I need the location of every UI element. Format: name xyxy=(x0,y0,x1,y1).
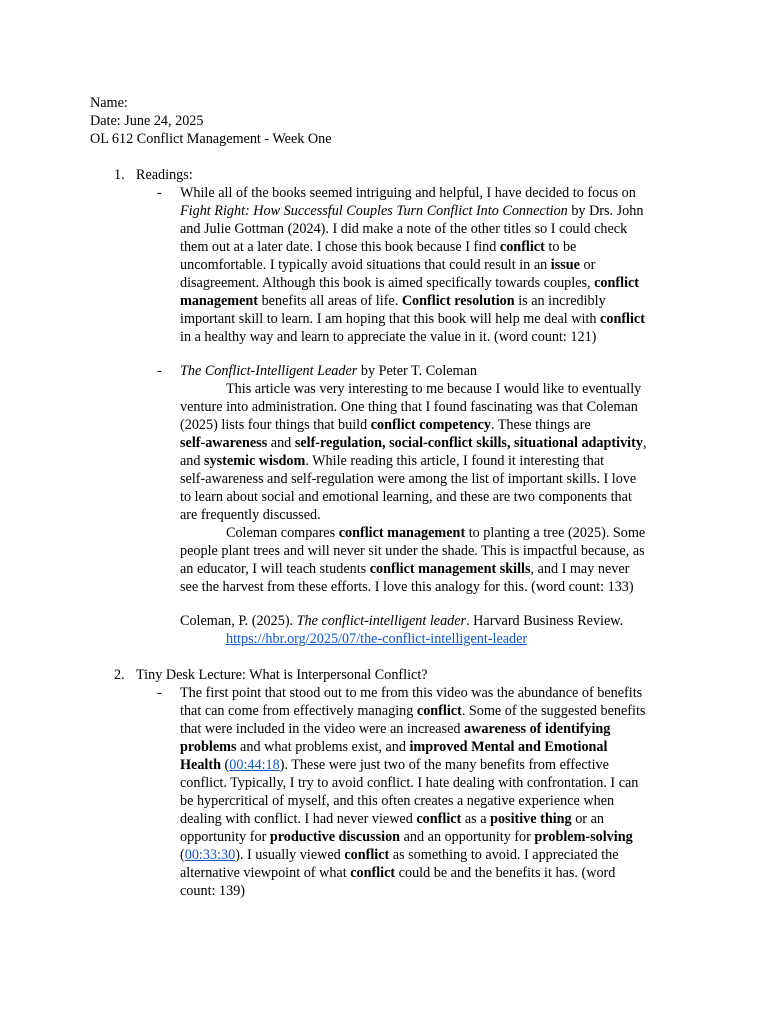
date-line: Date: June 24, 2025 xyxy=(90,113,204,129)
timestamp-link[interactable]: 00:33:30 xyxy=(184,847,236,863)
citation-title: The conflict-intelligent leader xyxy=(296,613,467,629)
lecture-paragraph: The first point that stood out to me from this video was the abundance of benefits that can come from effectively managing conflict. Some of the suggested benefits that were included in the video were an increased awareness of identifying problems and what problems exist, and improved Mental and Emotional Health (00:44:18). These were just two of the many benefits from effective conflict. Typically, I try to avoid conflict. I hate dealing with confrontation. I can be hypercritical of myself, and this often creates a negative experience when dealing with conflict. I had never viewed conflict as a positive thing or an opportunity for productive discussion and an opportunity for problem-solving (00:33:30). I usually viewed conflict as something to avoid. I appreciated the alternative viewpoint of what conflict could be and the benefits it has. (word count: 139) xyxy=(180,685,646,899)
readings-paragraph-2: The Conflict-Intelligent Leader by Peter T. Coleman This article was very interesting to me because I would like to eventually venture into administration. One thing that I found fascinating was that Coleman (2025) lists four things that build conflict competency. These things are self-awareness and self-regulation, social-conflict skills, situational adaptivity, and systemic wisdom. While reading this article, I found it interesting that self-awareness and self-regulation were among the list of important skills. I love to learn about social and emotional learning, and these are two components that are frequently discussed. Coleman compares conflict management to planting a tree (2025). Some people plant trees and will never sit under the shade. This is impactful because, as an educator, I will teach students conflict management skills, and I may never see the harvest from these efforts. I love this analogy for this. (word count: 133) xyxy=(180,363,647,595)
timestamp-link[interactable]: 00:44:18 xyxy=(229,757,280,773)
bullet-dash: - xyxy=(157,363,162,379)
section-readings-heading xyxy=(114,166,193,184)
section-number: 1. xyxy=(114,167,125,183)
article-title: The Conflict-Intelligent Leader xyxy=(180,363,358,379)
citation: Coleman, P. (2025). The conflict-intelligent leader. Harvard Business Review. https://hbr.org/2025/07/the-conflict-intelligent-leader xyxy=(180,613,624,647)
section-title: Readings: xyxy=(136,167,193,183)
bullet-dash: - xyxy=(157,685,162,701)
section-number: 2. xyxy=(114,667,125,683)
document-header xyxy=(90,94,332,148)
section-title: Tiny Desk Lecture: What is Interpersonal Conflict? xyxy=(136,667,428,683)
name-line: Name: xyxy=(90,95,128,111)
readings-paragraph-1: While all of the books seemed intriguing and helpful, I have decided to focus on Fight Right: How Successful Couples Turn Conflict Into Connection by Drs. John and Julie Gottman (2024). I did make a note of the other titles so I could check them out at a later date. I chose this book because I find conflict to be uncomfortable. I typically avoid situations that could result in an issue or disagreement. Although this book is aimed specifically towards couples, conflict management benefits all areas of life. Conflict resolution is an incredibly important skill to learn. I am hoping that this book will help me deal with conflict in a healthy way and learn to appreciate the value in it. (word count: 121) xyxy=(180,185,645,345)
bullet-dash: - xyxy=(157,185,162,201)
course-title: OL 612 Conflict Management - Week One xyxy=(90,131,332,147)
section-lecture-heading xyxy=(114,666,428,684)
citation-link[interactable]: https://hbr.org/2025/07/the-conflict-intelligent-leader xyxy=(226,631,528,647)
